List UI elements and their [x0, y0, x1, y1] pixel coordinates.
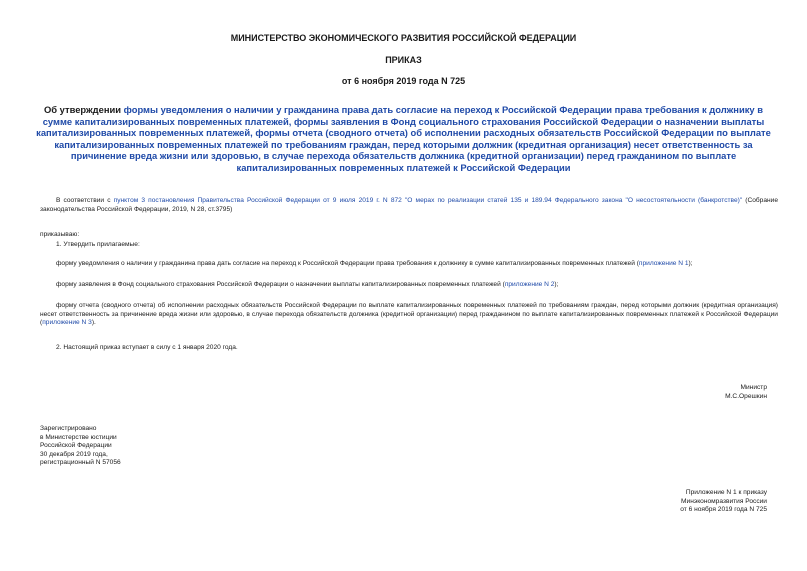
registration-line-4: 30 декабря 2019 года,: [40, 450, 108, 458]
item-1-heading: 1. Утвердить прилагаемые:: [56, 241, 140, 248]
order-title: [30, 104, 777, 173]
ministry-heading: МИНИСТЕРСТВО ЭКОНОМИЧЕСКОГО РАЗВИТИЯ РОССИЙСКОЙ ФЕДЕРАЦИИ: [230, 33, 577, 43]
registration-line-1: Зарегистрировано: [40, 425, 97, 432]
doc-type-heading: ПРИКАЗ: [385, 55, 422, 65]
item-2: 2. Настоящий приказ вступает в силу с 1 января 2020 года.: [56, 344, 238, 351]
registration-block: [40, 425, 121, 468]
appendix-line-1: Приложение N 1 к приказу: [685, 489, 767, 496]
order-word: приказываю:: [40, 231, 80, 238]
preamble-text-after: (Собрание законодательства Российской Федерации, 2019, N 28, ст.3795): [40, 197, 779, 213]
preamble-text-before: В соответствии с: [56, 197, 114, 204]
appendix-block: [547, 489, 767, 515]
appendix-2-link[interactable]: приложение N 2: [504, 281, 555, 288]
form-item-2-end: );: [554, 281, 559, 288]
form-item-1-end: );: [688, 260, 693, 267]
signature-position: Министр: [740, 384, 767, 391]
appendix-line-2: Минэкономразвития России: [681, 497, 767, 505]
form-item-2: [40, 281, 778, 290]
registration-line-5: регистрационный N 57056: [40, 459, 121, 467]
registration-line-2: в Министерстве юстиции: [40, 433, 117, 441]
form-item-2-text: форму заявления в Фонд социального страхования Российской Федерации о назначении выплаты капитализированных повременных платежей (: [56, 281, 505, 288]
preamble-link-resolution[interactable]: пунктом 3 постановления Правительства Российской Федерации от 9 июля 2019 г. N 872 "О мерах по реализации статей 135 и 189.94 Федерального закона "О несостоятельности (банкротстве)": [113, 197, 743, 204]
title-prefix: Об утверждении: [43, 104, 124, 115]
form-item-1: [40, 260, 778, 269]
form-item-1-text: форму уведомления о наличии у гражданина права дать согласие на переход к Российской Федерации права требования к должнику в сумме капитализированных повременных платежей (: [56, 260, 639, 267]
appendix-1-link[interactable]: приложение N 1: [638, 260, 689, 267]
order-date-number: от 6 ноября 2019 года N 725: [341, 76, 466, 86]
preamble-paragraph: [40, 197, 778, 214]
appendix-line-3: от 6 ноября 2019 года N 725: [680, 506, 767, 514]
title-link[interactable]: формы уведомления о наличии у гражданина права дать согласие на переход к Российской Федерации права требования к должнику в сумме капитализированных повременных платежей, формы заявления в Фонд социального страхования Российской Федерации о назначении выплаты капитализированных повременных платежей, формы отчета (сводного отчета) об исполнении расходных обязательств Российской Федерации по выплате капитализированных повременных платежей по требованиям граждан, перед которыми должник (кредитная организация) несет ответственность за причинение вреда жизни или здоровью, в случае перехода обязательств должника (кредитной организации) перед гражданином по выплате капитализированных повременных платежей к Российской Федерации: [36, 104, 771, 173]
form-item-3-text: форму отчета (сводного отчета) об исполнении расходных обязательств Российской Федерации по выплате капитализированных повременных платежей по требованиям граждан, перед которыми должник (кредитная организация) несет ответственность за причинение вреда жизни или здоровью, в случае перехода обязательств должника (кредитной организации) перед гражданином по выплате капитализированных повременных платежей к Российской Федерации (: [40, 302, 778, 327]
signature-name: М.С.Орешкин: [725, 392, 767, 400]
form-item-3-end: ).: [91, 319, 96, 327]
appendix-3-link[interactable]: приложение N 3: [42, 319, 92, 327]
registration-line-3: Российской Федерации: [40, 442, 112, 450]
signature-block: [567, 384, 767, 401]
form-item-3: [40, 302, 778, 328]
